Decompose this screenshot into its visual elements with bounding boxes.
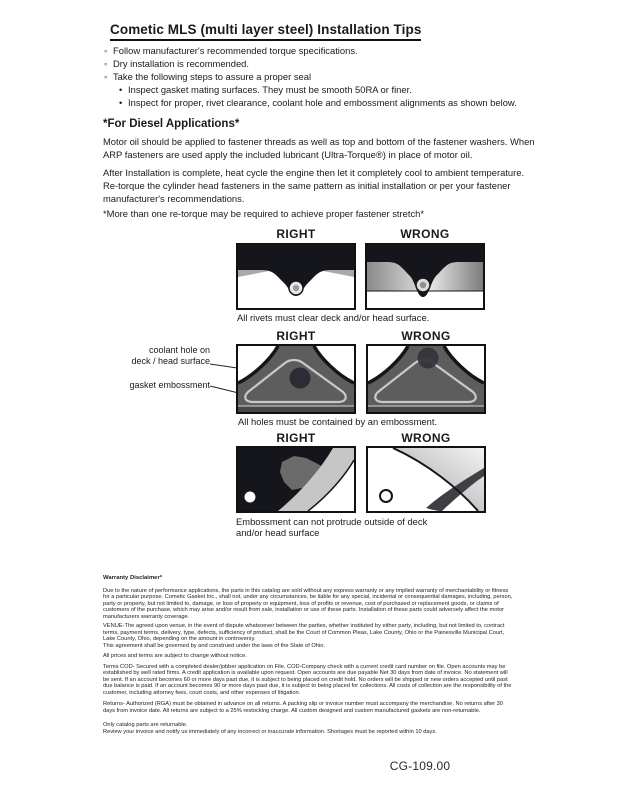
diesel-applications-heading: *For Diesel Applications* [103, 118, 240, 130]
tip-text: Take the following steps to assure a proper seal [113, 71, 312, 82]
warranty-disclaimer-block [103, 575, 515, 735]
prices-terms-line: All prices and terms are subject to change without notice. [103, 653, 247, 659]
rivet-clear-illustration [238, 245, 354, 308]
list-item [104, 44, 544, 57]
list-item [104, 70, 544, 83]
tip-text: Inspect for proper, rivet clearance, coolant hole and embossment alignments as shown below. [128, 97, 517, 108]
governing-law-line: This agreement shall be governed by and construed under the laws of the State of Ohio. [103, 642, 325, 649]
returns-paragraph: Returns- Authorized (RGA) must be obtained in advance on all returns. A packing slip or invoice number must accompany the merchandise. No returns after 30 days from invoice date. All returns are subject to a 25% restocking charge. All custom designed and custom manufactured gaskets are non-returnable. [103, 701, 503, 714]
diesel-paragraph-1: Motor oil should be applied to fastener threads as well as top and bottom of the fastener washers. When ARP fasteners are used apply the included lubricant (Ultra-Torque®) in place of motor oil. [103, 136, 535, 160]
page-number: CG-109.00 [389, 759, 451, 773]
list-item [119, 83, 544, 96]
installation-tips-list [104, 44, 544, 109]
venue-paragraph: VENUE-The agreed upon venue, in the event of dispute whatsoever between the parties, whether instituted by either party, including, but not limited to, contract terms, payment terms, delivery, type, defects, sufficiency of product, shall be the Court of Common Pleas, Lake County, Ohio or the Painesville Municipal Court, Lake County, Ohio, depending on the amount in controversy. [103, 623, 505, 642]
row1-wrong-header: WRONG [400, 227, 450, 241]
tip-text: Follow manufacturer's recommended torque specifications. [113, 45, 358, 56]
open-bullet-icon: ◦ [104, 45, 108, 56]
hole-outside-embossment-illustration [368, 346, 484, 412]
filled-bullet-icon: • [119, 97, 123, 108]
list-item [119, 96, 544, 109]
tip-text: Dry installation is recommended. [113, 58, 249, 69]
terms-cod-paragraph: Terms COD- Secured with a completed dealer/jobber application on File, COD-Company check with a current credit card number on file. Open accounts may be established by well rated firms. A credit application is available upon request. Open accounts are due payable Net 30 days from date of invoice. No statement will be sent. If an account becomes 60 or more days past due, it is subject to being placed on credit hold. No orders will be shipped or new orders accepted until past due balance is paid. If an account becomes 90 or more days past due, it is subject to being placed for collections. All costs of collection are the responsibility of the customer, including attorney fees, court costs, and other expenses of litigation. [103, 663, 512, 696]
diesel-paragraph-2: After Installation is complete, heat cycle the engine then let it completely cool to ambient temperature. Re-torque the cylinder head fasteners in the same pattern as initial installation or per your fastener manufacturer's recommendations. [103, 167, 525, 204]
rivet-right-diagram [236, 243, 356, 310]
catalog-parts-line: Only catalog parts are returnable. [103, 722, 188, 728]
row3-wrong-header: WRONG [401, 431, 451, 445]
row3-right-header: RIGHT [276, 431, 316, 445]
row2-wrong-header: WRONG [401, 329, 451, 343]
embossment-right-diagram [236, 344, 356, 414]
open-bullet-icon: ◦ [104, 71, 108, 82]
row2-caption: All holes must be contained by an embossment. [238, 416, 438, 427]
rivet-wrong-diagram [365, 243, 485, 310]
retorque-note: *More than one re-torque may be required to achieve proper fastener stretch* [103, 208, 425, 219]
row1-caption: All rivets must clear deck and/or head surface. [237, 312, 430, 323]
embossment-wrong-diagram [366, 344, 486, 414]
row2-right-header: RIGHT [276, 329, 316, 343]
row3-caption-line1: Embossment can not protrude outside of deck [236, 516, 428, 527]
open-bullet-icon: ◦ [104, 58, 108, 69]
protrusion-wrong-diagram [366, 446, 486, 513]
gasket-embossment-label: gasket embossment [129, 380, 210, 390]
hole-inside-embossment-illustration [238, 346, 354, 412]
disclaimer-paragraph: Due to the nature of performance applications, the parts in this catalog are sold without any express warranty or any implied warranty of merchantability or fitness for a particular purpose. Cometic Gasket Inc., shall not, under any circumstances, be liable for any special, incidental or consequential damages, including, person, party or property, but not limited to, damage, or loss of property or equipment, loss of profits or revenue, cost of purchased or replacement goods, or claims of customers of the purchase, which may arise and/or result from sale, installation or use of these parts. Installation of these parts could adversely affect the motor manufacturers warranty coverage. [103, 587, 513, 620]
row1-right-header: RIGHT [276, 227, 316, 241]
embossment-contained-illustration [238, 448, 354, 511]
filled-bullet-icon: • [119, 84, 123, 95]
coolant-hole-label: coolant hole on deck / head surface [131, 345, 210, 366]
tip-text: Inspect gasket mating surfaces. They must be smooth 50RA or finer. [128, 84, 412, 95]
row3-caption-line2: and/or head surface [236, 527, 320, 538]
review-invoice-line: Review your invoice and notify us immediately of any incorrect or inaccurate information. Shortages must be reported within 10 days. [103, 728, 437, 735]
rivet-touching-illustration [367, 245, 483, 308]
warranty-disclaimer-heading: Warranty Disclaimer* [103, 575, 163, 581]
protrusion-right-diagram [236, 446, 356, 513]
page-title: Cometic MLS (multi layer steel) Installation Tips [110, 22, 421, 41]
list-item [104, 57, 544, 70]
embossment-protruding-illustration [368, 448, 484, 511]
